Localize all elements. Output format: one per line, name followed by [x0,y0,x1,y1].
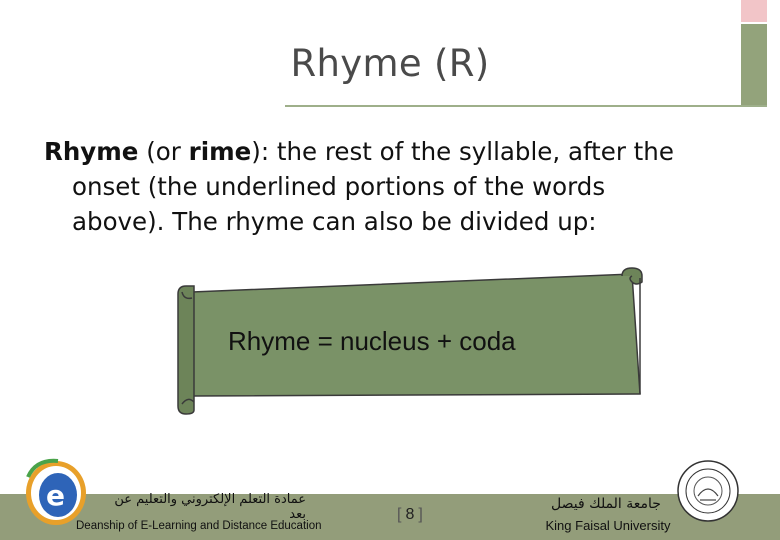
university-english: King Faisal University [545,518,671,533]
university-arabic: جامعة الملك فيصل [551,496,661,512]
body-line-2: onset (the underlined portions of the words [72,172,606,201]
title-underline [285,105,767,107]
deanship-arabic: عمادة التعلم الإلكتروني والتعليم عن بعد [114,492,306,522]
body-line-3: above). The rhyme can also be divided up: [72,207,597,236]
page-number: [ 8 ] [397,506,423,523]
slide-body [44,134,724,239]
university-seal-icon [676,458,740,524]
deanship-english: Deanship of E-Learning and Distance Education [76,520,322,532]
body-line-1-rest: ): the rest of the syllable, after the [251,137,674,166]
term-rime: rime [188,137,252,166]
body-paren-open: (or [138,137,189,166]
decorative-pink-block [741,0,767,22]
slide-title: Rhyme (R) [290,42,490,85]
page-number-value: 8 [405,506,415,523]
elearning-logo [22,455,92,530]
scroll-left-roll [178,286,194,414]
scroll-equation: Rhyme = nucleus + coda [228,326,516,356]
body-line-1 [44,134,724,169]
term-rhyme: Rhyme [44,137,139,166]
svg-text:e: e [46,479,65,512]
